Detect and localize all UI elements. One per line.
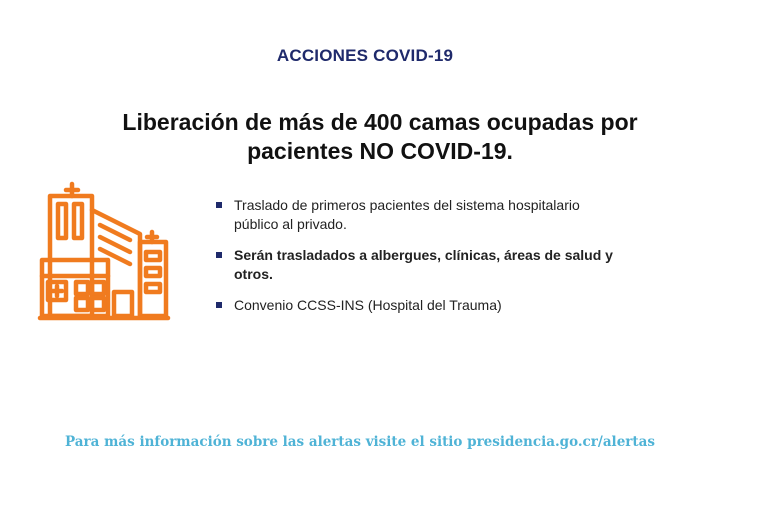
bullet-item [216,196,676,234]
page-title-line-2: pacientes NO COVID-19. [247,138,513,164]
bullet-marker [216,302,222,308]
bullet-text-line: Serán trasladados a albergues, clínicas, áreas de salud y [234,247,613,263]
page-title [30,108,730,166]
bullet-item [216,296,676,315]
bullet-text-line: público al privado. [234,216,347,232]
bullet-marker [216,252,222,258]
footer-info-text: Para más información sobre las alertas visite el sitio presidencia.go.cr/alertas [65,434,655,450]
page-title-line-1: Liberación de más de 400 camas ocupadas por [122,109,638,135]
bullet-marker [216,202,222,208]
section-kicker: ACCIONES COVID-19 [276,46,454,65]
bullet-text-line: Traslado de primeros pacientes del sistema hospitalario [234,197,580,213]
bullet-text-line: Convenio CCSS-INS (Hospital del Trauma) [234,297,502,313]
hospital-building-icon [36,180,172,326]
bullet-item [216,246,676,284]
bullet-list [216,196,676,327]
bullet-text-line: otros. [234,266,273,282]
